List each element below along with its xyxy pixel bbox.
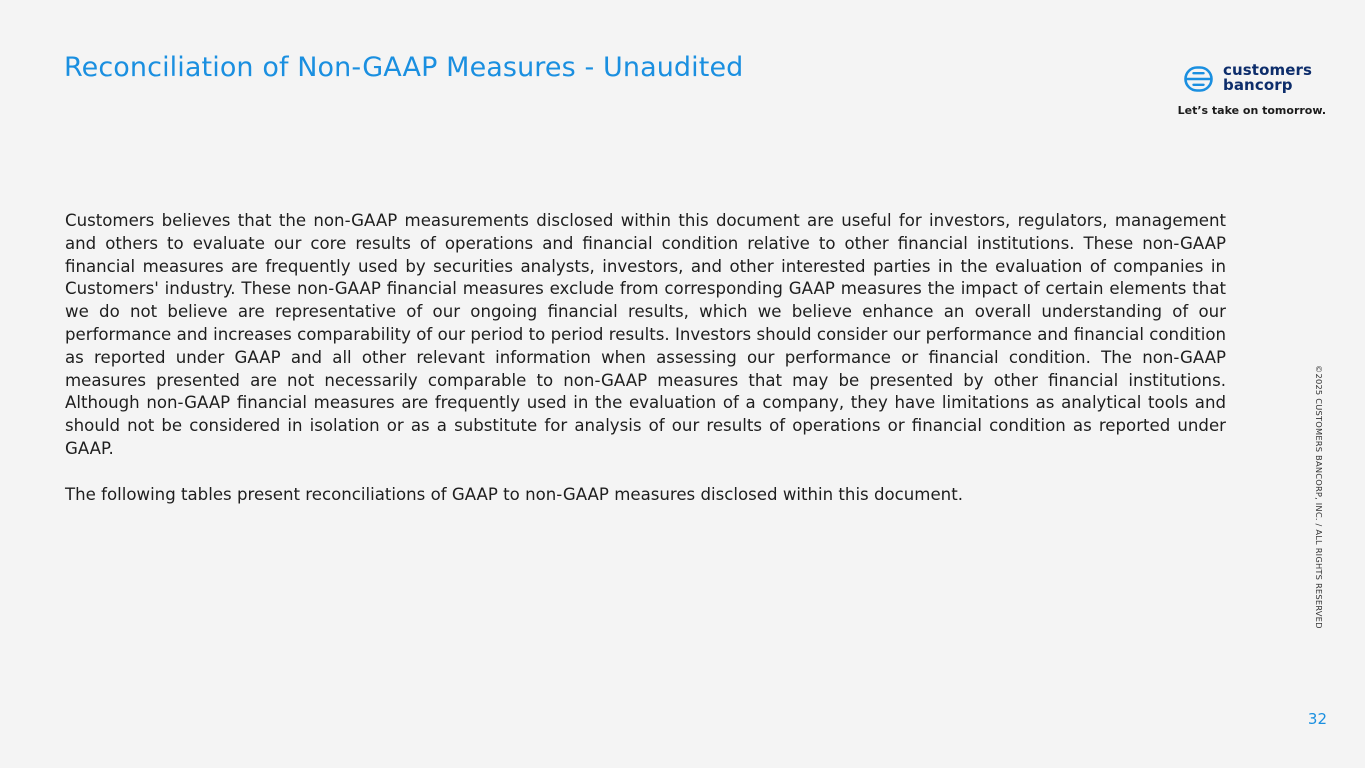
logo-wordmark — [1223, 63, 1312, 93]
logo-line-customers: customers — [1223, 61, 1313, 79]
logo-line-bancorp: bancorp — [1223, 76, 1293, 94]
page-number: 32 — [1307, 710, 1327, 728]
page-title: Reconciliation of Non-GAAP Measures - Unaudited — [64, 52, 744, 83]
stylized-b-icon — [1184, 66, 1213, 92]
disclaimer-text — [65, 210, 1226, 506]
reconciliation-intro: The following tables present reconciliations of GAAP to non-GAAP measures disclosed within this document. — [65, 484, 963, 504]
tagline: Let’s take on tomorrow. — [1177, 104, 1326, 117]
disclaimer-paragraph: Customers believes that the non-GAAP measurements disclosed within this document are useful for investors, regulators, management and others to evaluate our core results of operations and financial condition relative to other financial institutions. These non-GAAP financial measures are frequently used by securities analysts, investors, and other interested parties in the evaluation of companies in Customers' industry. These non-GAAP financial measures exclude from corresponding GAAP measures the impact of certain elements that we do not believe are representative of our ongoing financial results, which we believe enhance an overall understanding of our performance and increases comparability of our period to period results. Investors should consider our performance and financial condition as reported under GAAP and all other relevant information when assessing our performance or financial condition. The non-GAAP measures presented are not necessarily comparable to non-GAAP measures that may be presented by other financial institutions. Although non-GAAP financial measures are frequently used in the evaluation of a company, they have limitations as analytical tools and should not be considered in isolation or as a substitute for analysis of our results of operations or financial condition as reported under GAAP. — [65, 211, 1226, 458]
copyright-notice: ©2025 CUSTOMERS BANCORP, INC. / ALL RIGHTS RESERVED — [1314, 365, 1324, 629]
